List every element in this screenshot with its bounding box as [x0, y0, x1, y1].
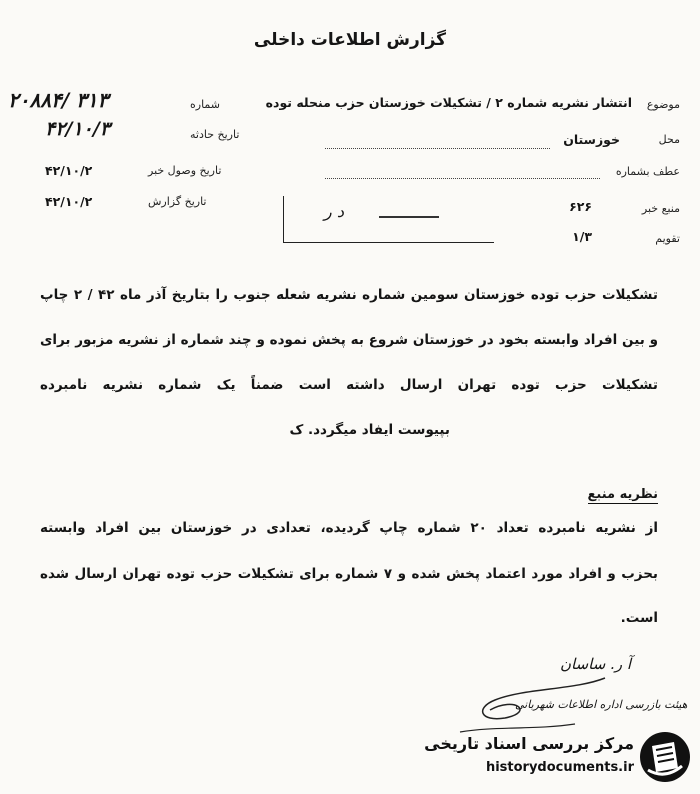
report-title: گزارش اطلاعات داخلی — [253, 30, 447, 50]
number-label: شماره — [190, 98, 221, 111]
incident-date-label: تاریخ حادثه — [190, 128, 240, 141]
location-dotted-line — [325, 148, 550, 149]
number-value: ۲۰۸۸۴/ ۳۱۳ — [8, 88, 109, 112]
reference-label: عطف بشماره — [615, 165, 680, 178]
body-line: تشکیلات حزب توده خوزستان سومین شماره نشریه شعله جنوب را بتاریخ آذر ماه ۴۲ / ۲ چاپ — [40, 287, 658, 303]
incident-date-value: ۴۲/۱۰/۳ — [45, 118, 110, 140]
signature-title: هیئت بازرسی اداره اطلاعات شهربانی — [515, 698, 688, 711]
received-stamp-box — [283, 196, 494, 243]
archive-logo-icon — [638, 730, 692, 784]
body-line: بپیوست ایفاد میگردد. ک — [289, 422, 450, 438]
opinion-line: از نشریه نامبرده تعداد ۲۰ شماره چاپ گردیده، تعدادی در خوزستان بین افراد وابسته — [40, 520, 658, 536]
rating-value: ۱/۳ — [572, 229, 592, 244]
box-handwriting: د ر — [324, 202, 344, 221]
rating-label: تقویم — [655, 232, 680, 245]
box-underline — [379, 216, 439, 218]
location-label: محل — [658, 133, 680, 146]
report-date-label: تاریخ گزارش — [148, 195, 207, 208]
opinion-line: بحزب و افراد مورد اعتماد پخش شده و ۷ شماره برای تشکیلات حزب توده تهران ارسال شده — [40, 566, 659, 582]
body-line: و بین افراد وابسته بخود در خوزستان شروع به پخش نموده و چند شماره از نشریه مزبور برای — [40, 332, 658, 348]
subject-value: انتشار نشریه شماره ۲ / تشکیلات خوزستان حزب منحله توده — [265, 95, 632, 110]
watermark-title: مرکز بررسی اسناد تاریخی — [424, 734, 634, 753]
watermark-url: historydocuments.ir — [485, 760, 634, 775]
subject-label: موضوع — [646, 98, 680, 111]
received-date-label: تاریخ وصول خبر — [148, 164, 222, 177]
archive-watermark — [418, 724, 696, 790]
report-date-value: ۴۲/۱۰/۲ — [45, 194, 93, 209]
signature-name: آ ر. ساسان — [560, 655, 632, 673]
received-date-value: ۴۲/۱۰/۲ — [45, 163, 93, 178]
body-line: تشکیلات حزب توده تهران ارسال داشته است ضمناً یک شماره نشریه نامبرده — [40, 377, 658, 393]
reference-dotted-line — [325, 178, 600, 179]
location-value: خوزستان — [563, 132, 620, 147]
opinion-line: است. — [620, 610, 658, 626]
source-label: منبع خبر — [641, 202, 680, 215]
opinion-heading: نظریه منبع — [587, 487, 658, 502]
source-value: ۶۲۶ — [569, 199, 592, 214]
